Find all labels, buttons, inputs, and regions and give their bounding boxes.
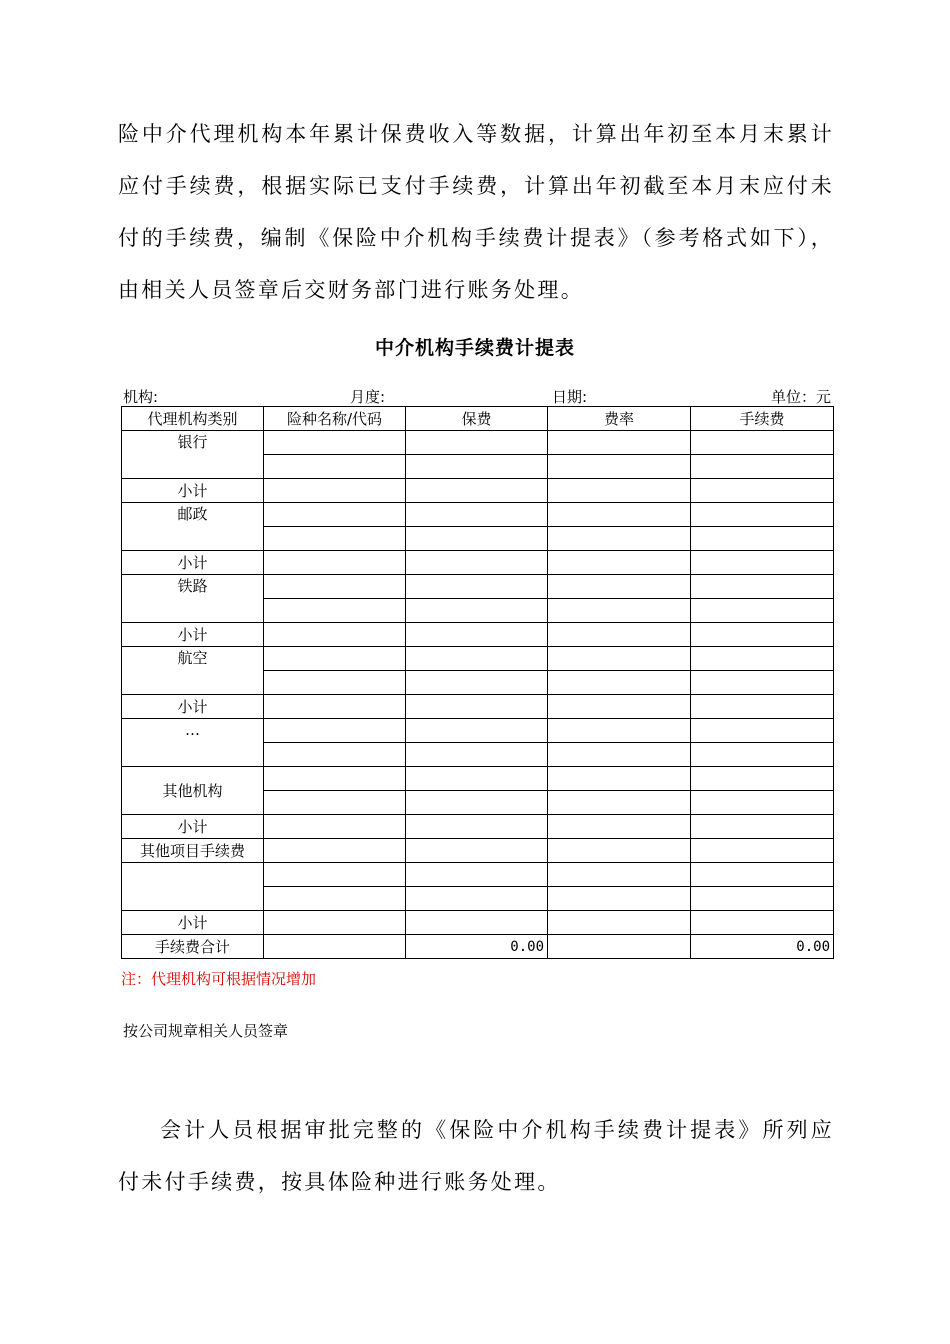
subtotal-row [122,911,834,935]
meta-unit-label: 单位：元 [770,388,831,406]
meta-org-label: 机构: [123,388,159,406]
subtotal-label: 小计 [122,623,264,647]
total-row [122,935,834,959]
fee-accrual-table [121,406,834,959]
header-row [122,407,834,431]
group-other-orgs: 其他机构 [122,767,264,815]
header-premium: 保费 [406,407,548,431]
header-rate: 费率 [548,407,691,431]
table-row [122,575,834,599]
group-ellipsis: … [122,719,264,767]
table-row [122,767,834,791]
header-product: 险种名称/代码 [264,407,406,431]
table-row [122,647,834,671]
table-title: 中介机构手续费计提表 [374,337,575,359]
subtotal-label: 小计 [122,815,264,839]
subtotal-row [122,815,834,839]
subtotal-row [122,695,834,719]
header-fee: 手续费 [691,407,834,431]
subtotal-row [122,623,834,647]
table-row [122,863,834,887]
subtotal-label: 小计 [122,695,264,719]
header-category: 代理机构类别 [122,407,264,431]
closing-paragraph: 会计人员根据审批完整的《保险中介机构手续费计提表》所列应付未付手续费，按具体险种进行账务处理。 [118,1118,834,1194]
subtotal-row [122,551,834,575]
table-note: 注：代理机构可根据情况增加 [121,970,317,988]
table-row [122,431,834,455]
group-railway: 铁路 [122,575,264,623]
subtotal-label: 小计 [122,911,264,935]
subtotal-row [122,479,834,503]
meta-date-label: 日期: [552,388,588,406]
meta-month-label: 月度: [350,388,386,406]
total-label: 手续费合计 [122,935,264,959]
table-row [122,719,834,743]
total-premium-value: 0.00 [406,935,548,959]
intro-paragraph: 险中介代理机构本年累计保费收入等数据，计算出年初至本月末累计应付手续费，根据实际已支付手续费，计算出年初截至本月末应付未付的手续费，编制《保险中介机构手续费计提表》（参考格式如下），由相关人员签章后交财务部门进行账务处理。 [118,122,834,302]
group-other-items: 其他项目手续费 [122,839,264,863]
subtotal-label: 小计 [122,479,264,503]
group-post: 邮政 [122,503,264,551]
group-bank: 银行 [122,431,264,479]
subtotal-label: 小计 [122,551,264,575]
total-fee-value: 0.00 [691,935,834,959]
table-row [122,839,834,863]
table-row [122,503,834,527]
group-aviation: 航空 [122,647,264,695]
signature-note: 按公司规章相关人员签章 [123,1022,289,1040]
